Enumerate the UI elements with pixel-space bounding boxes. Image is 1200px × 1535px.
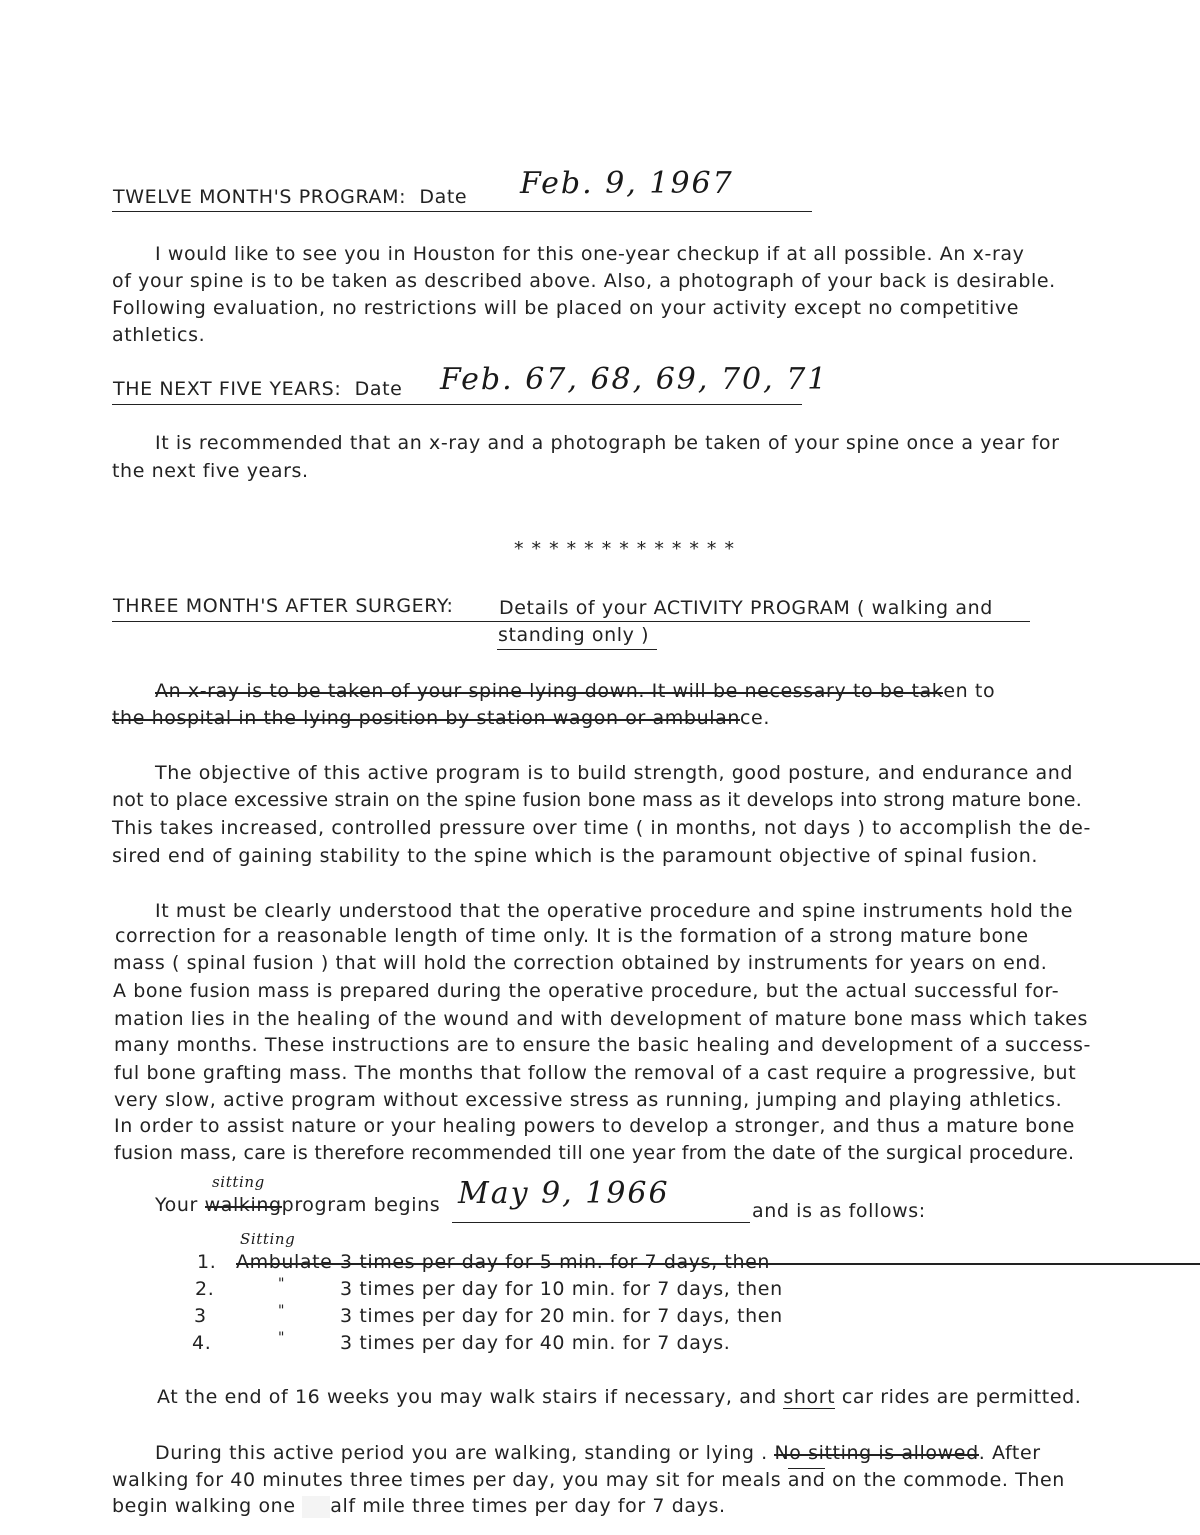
during-text-b: . After xyxy=(978,1442,1041,1464)
during-line xyxy=(112,1494,726,1518)
understanding-para-line: mass ( spinal fusion ) that will hold the correction obtained by instruments for years on end. xyxy=(113,952,1048,974)
program-begins: program begins xyxy=(281,1194,441,1216)
schedule-item-number: 4. xyxy=(192,1332,212,1354)
damaged-blank xyxy=(302,1496,330,1518)
understanding-para-line: It must be clearly understood that the operative procedure and spine instruments hold the xyxy=(155,900,1073,922)
during-line xyxy=(155,1441,1041,1465)
schedule-item-text: 3 times per day for 40 min. for 7 days. xyxy=(340,1332,731,1354)
heading-underline xyxy=(112,621,1030,622)
underlined-word: short xyxy=(783,1386,836,1408)
five-para-line: the next five years. xyxy=(112,460,309,482)
heading-underline xyxy=(112,211,812,212)
objective-para-line: The objective of this active program is to build strength, good posture, and endurance and xyxy=(155,762,1074,784)
end-text-a: At the end of 16 weeks you may walk stairs if necessary, and xyxy=(157,1386,777,1408)
five-years-heading: THE NEXT FIVE YEARS: xyxy=(113,378,342,400)
handwritten-correction: sitting xyxy=(212,1173,265,1191)
twelve-para-line: of your spine is to be taken as described above. Also, a photograph of your back is desirable. xyxy=(112,270,1056,292)
ditto-mark: " xyxy=(278,1276,286,1292)
understanding-para-line: mation lies in the healing of the wound and with development of mature bone mass which takes xyxy=(114,1008,1089,1030)
during-line xyxy=(112,1468,1065,1492)
during-text-a: During this active period you are walking, standing or lying . xyxy=(155,1442,768,1464)
struck-word: walking xyxy=(204,1194,282,1216)
remaining-text: en to xyxy=(943,680,996,702)
ditto-mark: " xyxy=(278,1330,286,1346)
three-month-heading: THREE MONTH'S AFTER SURGERY: xyxy=(113,595,454,617)
schedule-item-text: 3 times per day for 5 min. for 7 days, then xyxy=(340,1251,771,1273)
understanding-para-line: very slow, active program without excessive stress as running, jumping and playing athletics. xyxy=(114,1089,1063,1111)
heading-underline xyxy=(112,404,802,405)
understanding-para-line: fusion mass, care is therefore recommended till one year from the date of the surgical procedure. xyxy=(114,1142,1075,1164)
end-text-b: car rides are permitted. xyxy=(841,1386,1082,1408)
twelve-month-heading: TWELVE MONTH'S PROGRAM: xyxy=(113,186,407,208)
struck-text: An x-ray is to be taken of your spine lying down. It will be necessary to be tak xyxy=(155,680,944,702)
date-blank-underline xyxy=(452,1222,750,1223)
twelve-month-heading-row xyxy=(113,185,467,209)
remaining-text: ce. xyxy=(739,707,770,729)
activity-program-title: Details of your ACTIVITY PROGRAM ( walking and xyxy=(499,597,993,619)
during-text-c1: walking for 40 minutes three times per day, you may sit for meals xyxy=(112,1469,782,1491)
handwritten-date-twelve: Feb. 9, 1967 xyxy=(520,166,734,201)
handwritten-date-five: Feb. 67, 68, 69, 70, 71 xyxy=(440,362,829,397)
struck-text: the hospital in the lying position by station wagon or ambulan xyxy=(112,707,740,729)
date-label: Date xyxy=(419,186,468,208)
schedule-item-number: 2. xyxy=(195,1278,215,1300)
handwritten-correction: Sitting xyxy=(240,1230,296,1248)
during-text-d1: begin walking one xyxy=(112,1495,296,1517)
date-label: Date xyxy=(354,378,403,400)
section-divider-stars: * * * * * * * * * * * * * xyxy=(514,538,735,560)
struck-word: Ambulate xyxy=(236,1250,1200,1274)
twelve-para-line: Following evaluation, no restrictions will be placed on your activity except no competitive xyxy=(112,297,1019,319)
five-years-heading-row xyxy=(113,377,402,401)
program-follows: and is as follows: xyxy=(752,1200,926,1222)
during-text-d2: alf mile three times per day for 7 days. xyxy=(330,1495,726,1517)
struck-out-line xyxy=(155,679,995,703)
end-of-weeks-line xyxy=(157,1385,1081,1409)
schedule-item-number: 1. xyxy=(197,1251,217,1273)
objective-para-line: not to place excessive strain on the spine fusion bone mass as it develops into strong mature bone. xyxy=(112,789,1082,811)
schedule-item-text: 3 times per day for 10 min. for 7 days, then xyxy=(340,1278,783,1300)
struck-out-line xyxy=(112,706,770,730)
struck-text: No sitting is allowed xyxy=(774,1442,979,1464)
program-your: Your xyxy=(155,1194,198,1216)
overlined-word: and xyxy=(787,1469,826,1491)
ditto-mark: " xyxy=(278,1303,286,1319)
handwritten-program-date: May 9, 1966 xyxy=(458,1176,670,1211)
schedule-item-number: 3 xyxy=(194,1305,207,1327)
objective-para-line: This takes increased, controlled pressure over time ( in months, not days ) to accomplish the de- xyxy=(112,817,1091,839)
understanding-para-line: correction for a reasonable length of time only. It is the formation of a strong mature bone xyxy=(115,925,1029,947)
objective-para-line: sired end of gaining stability to the spine which is the paramount objective of spinal fusion. xyxy=(112,845,1039,867)
schedule-item-text: 3 times per day for 20 min. for 7 days, then xyxy=(340,1305,783,1327)
five-para-line: It is recommended that an x-ray and a photograph be taken of your spine once a year for xyxy=(155,432,1060,454)
activity-program-title-cont: standing only ) xyxy=(498,624,650,646)
understanding-para-line: In order to assist nature or your healing powers to develop a stronger, and thus a mature bone xyxy=(114,1115,1075,1137)
twelve-para-line: athletics. xyxy=(112,324,206,346)
heading-underline xyxy=(497,649,657,650)
understanding-para-line: ful bone grafting mass. The months that follow the removal of a cast require a progressive, but xyxy=(114,1062,1077,1084)
during-text-c2: on the commode. Then xyxy=(832,1469,1065,1491)
understanding-para-line: A bone fusion mass is prepared during the operative procedure, but the actual successful for- xyxy=(113,980,1060,1002)
program-begins-line xyxy=(155,1193,440,1217)
understanding-para-line: many months. These instructions are to ensure the basic healing and development of a success- xyxy=(114,1034,1091,1056)
twelve-para-line: I would like to see you in Houston for this one-year checkup if at all possible. An x-ray xyxy=(155,243,1025,265)
